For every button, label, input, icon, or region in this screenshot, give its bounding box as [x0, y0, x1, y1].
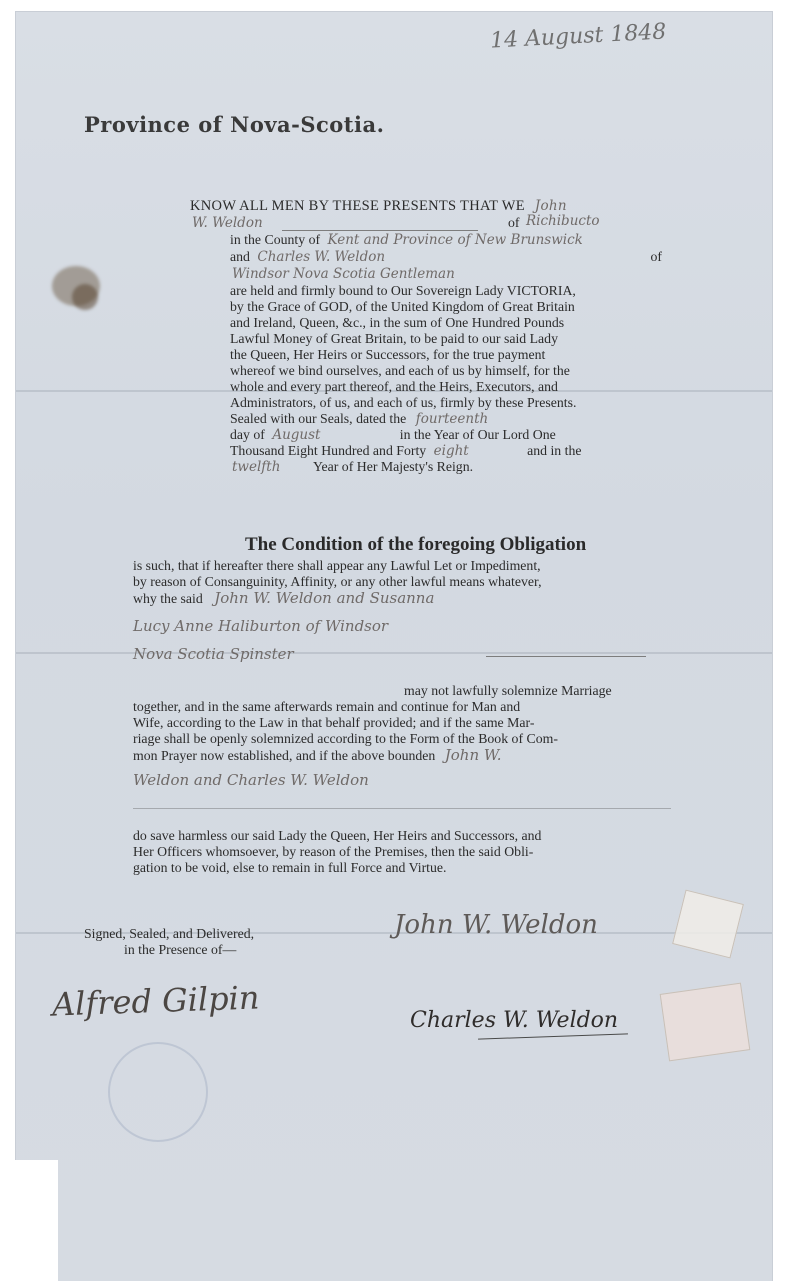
bond-line: whereof we bind ourselves, and each of us by himself, for the	[230, 363, 570, 378]
bond-text: and	[230, 249, 250, 264]
condition-line: riage shall be openly solemnized according to the Form of the Book of Com-	[133, 731, 558, 746]
handwritten-names: John W. Weldon and Susanna	[214, 589, 435, 607]
bond-line	[230, 232, 583, 248]
condition-line: Her Officers whomsoever, by reason of the Premises, then the said Obli-	[133, 844, 534, 859]
handwritten-names: Weldon and Charles W. Weldon	[133, 771, 369, 789]
bond-text: of	[650, 249, 662, 264]
bond-line: Administrators, of us, and each of us, firmly by these Presents.	[230, 395, 577, 410]
bond-text: in the County of	[230, 232, 321, 247]
condition-line: do save harmless our said Lady the Queen, Her Heirs and Successors, and	[133, 828, 542, 843]
handwritten-name: Charles W. Weldon	[257, 249, 386, 265]
signature-john-weldon: John W. Weldon	[394, 910, 598, 940]
bond-line	[190, 198, 567, 214]
condition-text: why the said	[133, 591, 203, 606]
handwritten-regnal-year: twelfth	[232, 459, 281, 475]
bond-text: KNOW ALL MEN BY THESE PRESENTS THAT WE	[190, 198, 525, 214]
bond-line: are held and firmly bound to Our Sovereign Lady VICTORIA,	[230, 283, 576, 298]
handwritten-place: Windsor Nova Scotia Gentleman	[232, 266, 455, 282]
bond-text: of	[508, 215, 520, 230]
handwritten-place: Kent and Province of New Brunswick	[327, 232, 583, 248]
handwritten-year: eight	[433, 443, 469, 459]
date-annotation: 14 August 1848	[489, 19, 667, 54]
condition-text: mon Prayer now established, and if the above bounden	[133, 748, 436, 763]
condition-line	[133, 646, 294, 663]
witness-signature: Alfred Gilpin	[51, 978, 261, 1024]
bond-text: in the Year of Our Lord One	[399, 427, 556, 442]
bond-text: Sealed with our Seals, dated the	[230, 411, 407, 426]
condition-line	[133, 772, 369, 789]
bond-line: whole and every part thereof, and the Heirs, Executors, and	[230, 379, 558, 394]
bond-line: and Ireland, Queen, &c., in the sum of One Hundred Pounds	[230, 315, 565, 330]
bond-line	[232, 459, 473, 475]
bond-line	[230, 411, 488, 427]
handwritten-place: Richibucto	[526, 213, 600, 229]
bond-line: Lawful Money of Great Britain, to be paid to our said Lady	[230, 331, 558, 346]
bond-line: the Queen, Her Heirs or Successors, for the true payment	[230, 347, 546, 362]
handwritten-status: Nova Scotia Spinster	[133, 645, 294, 663]
blind-stamp	[108, 1042, 208, 1142]
condition-line: Wife, according to the Law in that behalf provided; and if the same Mar-	[133, 715, 535, 730]
bond-line	[192, 215, 656, 231]
bond-text: and in the	[527, 443, 582, 458]
torn-corner	[0, 1160, 58, 1281]
condition-heading: The Condition of the foregoing Obligation	[245, 534, 587, 555]
bond-text: Year of Her Majesty's Reign.	[312, 459, 474, 474]
wafer-seal	[660, 983, 751, 1062]
signing-line: in the Presence of—	[124, 942, 237, 957]
fill-line	[133, 808, 671, 809]
condition-line: by reason of Consanguinity, Affinity, or any other lawful means whatever,	[133, 574, 542, 589]
fill-line	[282, 230, 478, 231]
ink-stain	[72, 284, 98, 310]
condition-line: gation to be void, else to remain in full Force and Virtue.	[133, 860, 447, 875]
handwritten-date: fourteenth	[415, 411, 489, 427]
fill-line	[486, 656, 646, 657]
signature-charles-weldon: Charles W. Weldon	[410, 1008, 619, 1033]
condition-line: may not lawfully solemnize Marriage	[404, 683, 612, 698]
bond-text: Thousand Eight Hundred and Forty	[230, 443, 427, 458]
bond-line	[230, 249, 662, 265]
condition-line: together, and in the same afterwards remain and continue for Man and	[133, 699, 521, 714]
handwritten-name: John W.	[444, 746, 502, 764]
handwritten-name: W. Weldon	[192, 215, 263, 231]
fold-line	[16, 652, 772, 654]
handwritten-name: John	[534, 198, 567, 214]
condition-line	[133, 590, 434, 607]
bond-line	[232, 266, 455, 282]
handwritten-month: August	[272, 427, 321, 443]
document-title: Province of Nova-Scotia.	[84, 112, 385, 137]
condition-line	[133, 618, 388, 635]
signing-line: Signed, Sealed, and Delivered,	[84, 926, 255, 941]
bond-line	[230, 427, 556, 443]
condition-line	[133, 747, 501, 764]
bond-line: by the Grace of GOD, of the United Kingdom of Great Britain	[230, 299, 575, 314]
handwritten-names: Lucy Anne Haliburton of Windsor	[133, 617, 389, 635]
bond-text: day of	[230, 427, 265, 442]
bond-line	[230, 443, 582, 459]
condition-line: is such, that if hereafter there shall appear any Lawful Let or Impediment,	[133, 558, 541, 573]
